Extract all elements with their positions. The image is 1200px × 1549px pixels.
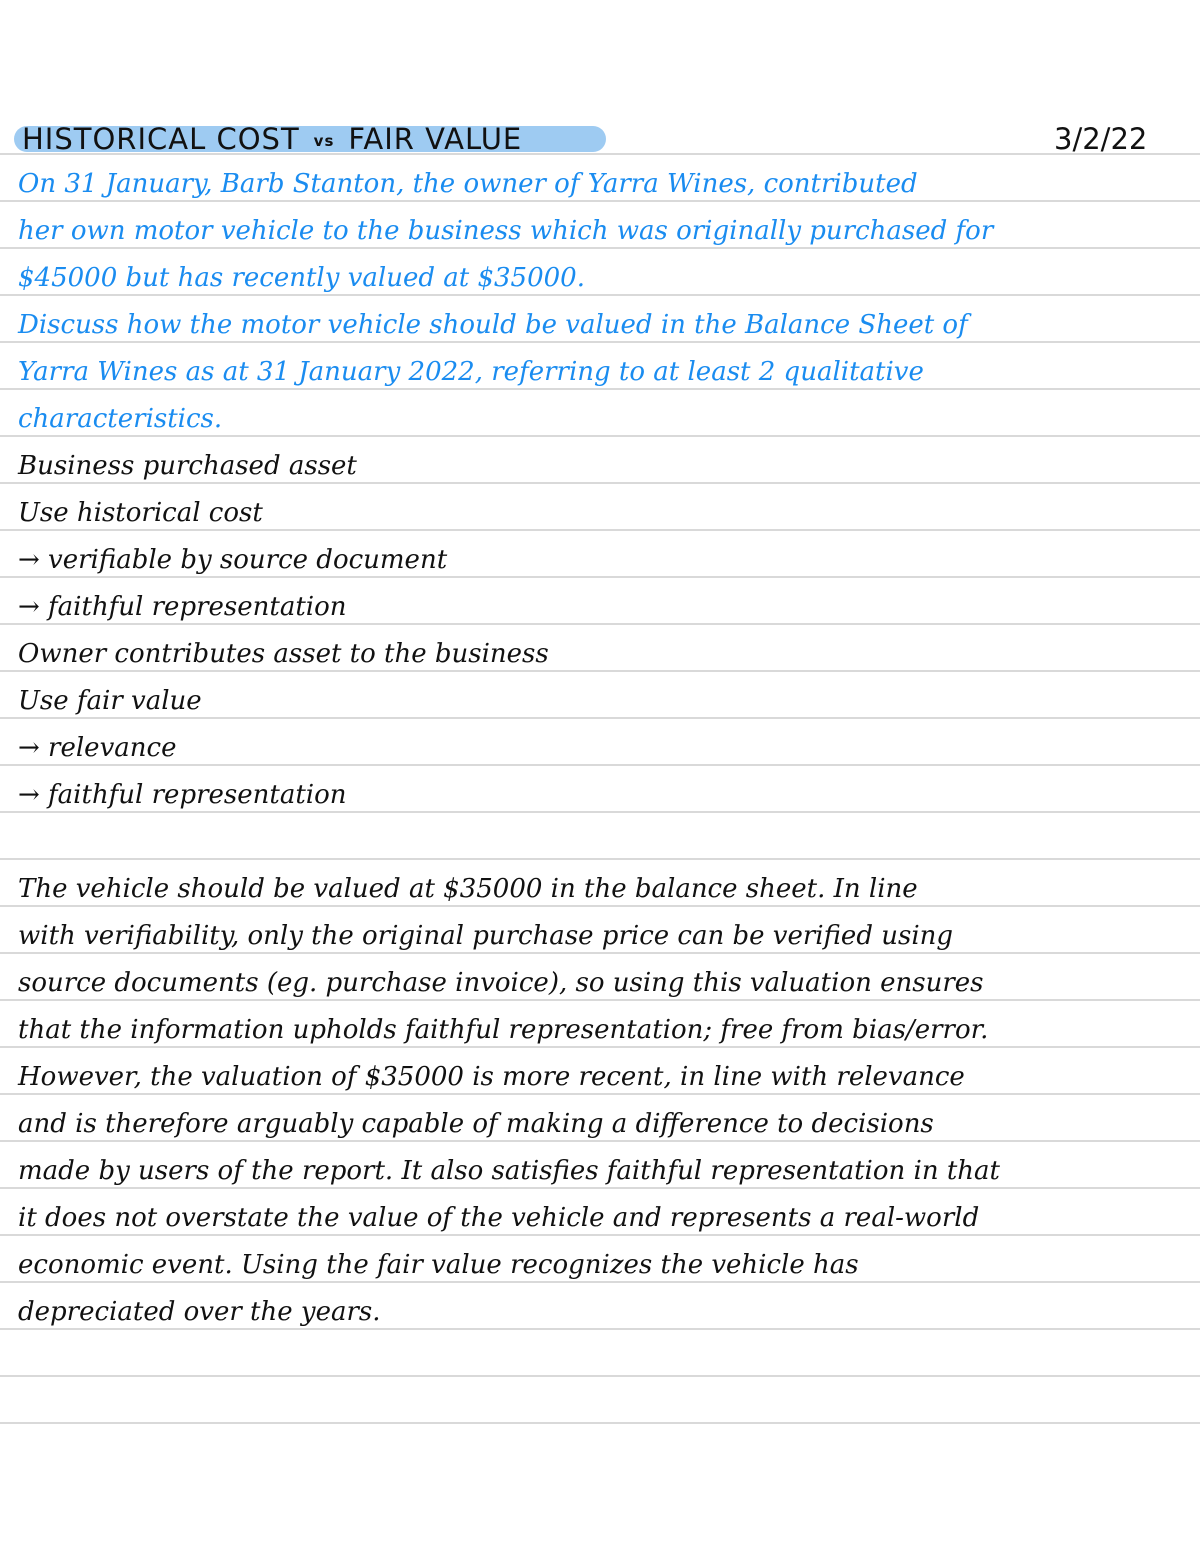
question-line: $45000 but has recently valued at $35000. xyxy=(18,263,585,293)
question-line: On 31 January, Barb Stanton, the owner of Yarra Wines, contributed xyxy=(18,169,918,199)
title-text xyxy=(14,122,522,158)
answer-line: made by users of the report. It also satisfies faithful representation in that xyxy=(18,1156,1000,1186)
note-line: → faithful representation xyxy=(18,780,347,810)
ruled-line xyxy=(0,858,1200,860)
note-line: Use fair value xyxy=(18,686,202,716)
answer-line: depreciated over the years. xyxy=(18,1297,381,1327)
question-line: characteristics. xyxy=(18,404,223,434)
title-left: HISTORICAL COST xyxy=(22,122,300,156)
answer-line: and is therefore arguably capable of making a difference to decisions xyxy=(18,1109,934,1139)
ruled-line xyxy=(0,764,1200,766)
answer-line: source documents (eg. purchase invoice), so using this valuation ensures xyxy=(18,968,984,998)
answer-line: it does not overstate the value of the vehicle and represents a real-world xyxy=(18,1203,980,1233)
note-line: → faithful representation xyxy=(18,592,347,622)
note-line: → relevance xyxy=(18,733,177,763)
ruled-line xyxy=(0,1422,1200,1424)
note-line: Use historical cost xyxy=(18,498,263,528)
note-line: Business purchased asset xyxy=(18,451,357,481)
page-date: 3/2/22 xyxy=(1054,122,1148,156)
question-line: Discuss how the motor vehicle should be valued in the Balance Sheet of xyxy=(18,310,968,340)
answer-line: that the information upholds faithful representation; free from bias/error. xyxy=(18,1015,989,1045)
answer-line: with verifiability, only the original purchase price can be verified using xyxy=(18,921,954,951)
question-line: her own motor vehicle to the business which was originally purchased for xyxy=(18,216,994,246)
answer-line: economic event. Using the fair value recognizes the vehicle has xyxy=(18,1250,859,1280)
title-right: FAIR VALUE xyxy=(348,122,523,156)
note-line: Owner contributes asset to the business xyxy=(18,639,549,669)
page-title xyxy=(14,122,522,156)
note-line: → verifiable by source document xyxy=(18,545,448,575)
answer-line: However, the valuation of $35000 is more recent, in line with relevance xyxy=(18,1062,965,1092)
title-vs: vs xyxy=(313,132,335,150)
answer-line: The vehicle should be valued at $35000 in the balance sheet. In line xyxy=(18,874,918,904)
question-line: Yarra Wines as at 31 January 2022, referring to at least 2 qualitative xyxy=(18,357,924,387)
ruled-line xyxy=(0,1375,1200,1377)
